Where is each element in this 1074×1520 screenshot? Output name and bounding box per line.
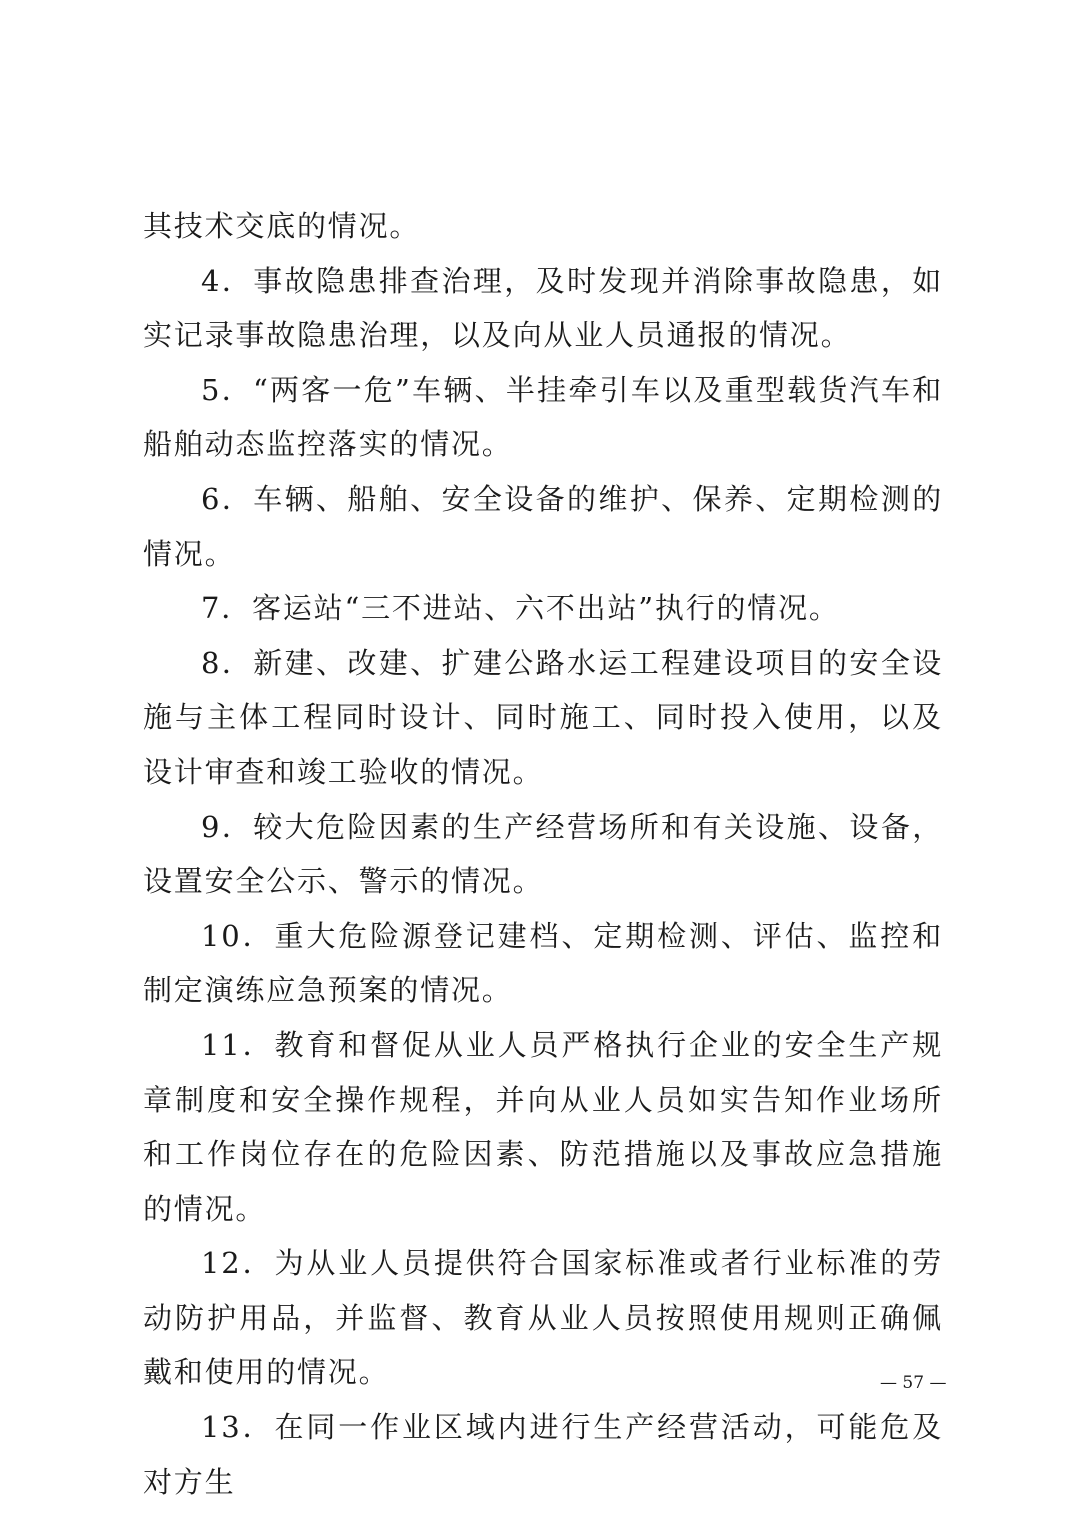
page-number: — 57 — <box>880 1373 947 1393</box>
paragraph-item-12: 12．为从业人员提供符合国家标准或者行业标准的劳动防护用品，并监督、教育从业人员按照使用规则正确佩戴和使用的情况。 <box>143 1246 943 1390</box>
paragraph-item-13: 13．在同一作业区域内进行生产经营活动，可能危及对方生 <box>143 1410 943 1499</box>
paragraph-item-4: 4．事故隐患排查治理，及时发现并消除事故隐患，如实记录事故隐患治理，以及向从业人员通报的情况。 <box>143 263 943 353</box>
paragraph-continuation: 其技术交底的情况。 <box>143 209 421 243</box>
paragraph-item-8: 8．新建、改建、扩建公路水运工程建设项目的安全设施与主体工程同时设计、同时施工、同时投入使用，以及设计审查和竣工验收的情况。 <box>143 645 943 789</box>
paragraph-item-11: 11．教育和督促从业人员严格执行企业的安全生产规章制度和安全操作规程，并向从业人员如实告知作业场所和工作岗位存在的危险因素、防范措施以及事故应急措施的情况。 <box>143 1027 943 1226</box>
paragraph-item-6: 6．车辆、船舶、安全设备的维护、保养、定期检测的情况。 <box>143 481 943 571</box>
paragraph-item-9: 9．较大危险因素的生产经营场所和有关设施、设备，设置安全公示、警示的情况。 <box>143 809 943 899</box>
paragraph-item-10: 10．重大危险源登记建档、定期检测、评估、监控和制定演练应急预案的情况。 <box>143 918 943 1008</box>
paragraph-item-7: 7．客运站“三不进站、六不出站”执行的情况。 <box>201 591 840 626</box>
document-body <box>143 199 947 1509</box>
paragraph-item-5: 5．“两客一危”车辆、半挂牵引车以及重型载货汽车和船舶动态监控落实的情况。 <box>143 372 943 462</box>
